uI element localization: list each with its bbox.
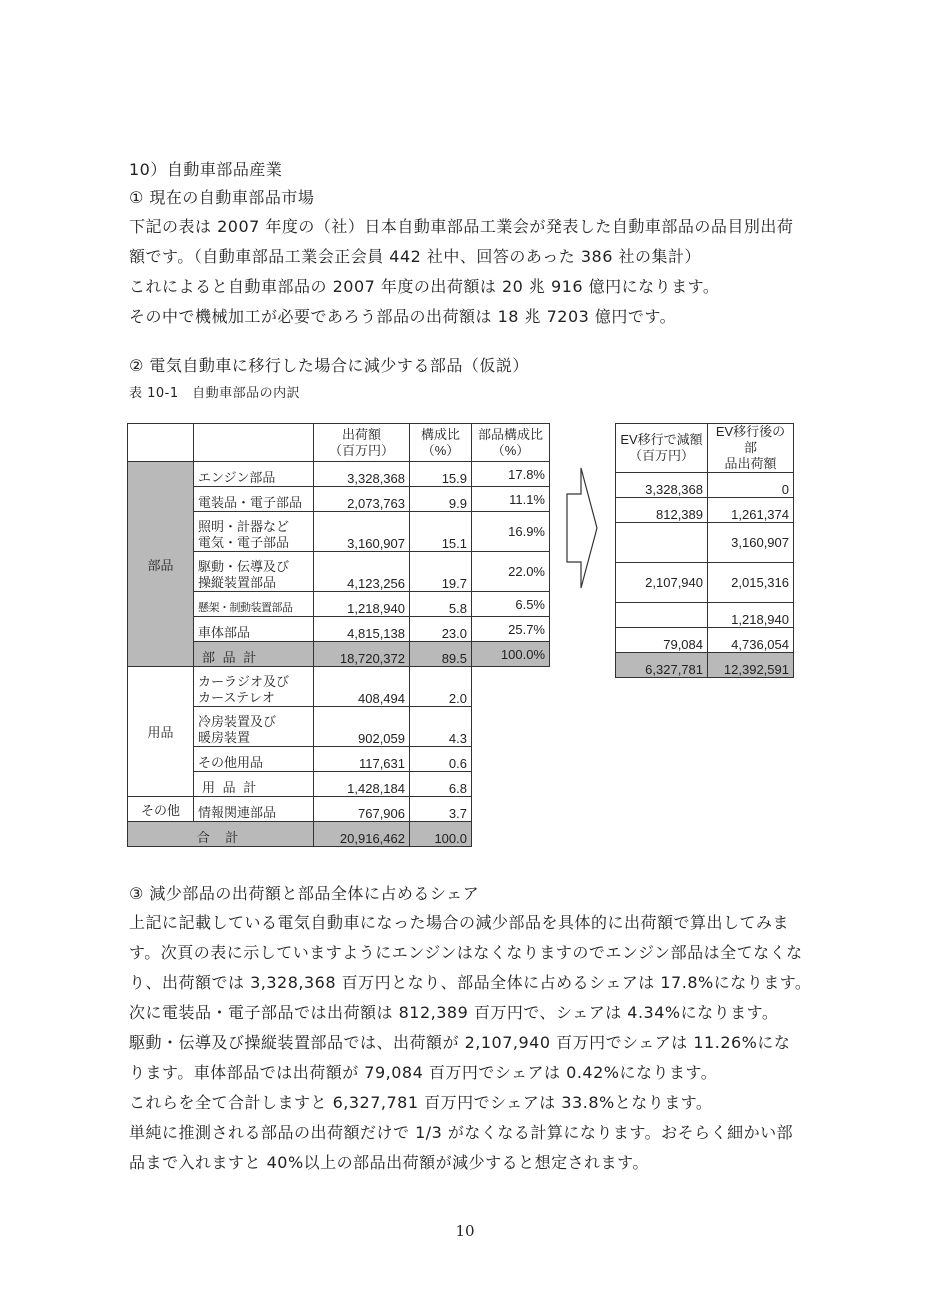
analysis-line: 品まで入れますと 40%以上の部品出荷額が減少すると想定されます。 — [129, 1153, 649, 1172]
analysis-line: 上記に記載している電気自動車になった場合の減少部品を具体的に出荷額で算出してみま — [129, 913, 790, 932]
group-parts: 部品 — [128, 462, 194, 667]
table-cell: 0.6 — [410, 747, 472, 772]
table-cell: 4,736,054 — [708, 628, 794, 653]
header-blank — [128, 424, 194, 462]
table-cell: エンジン部品 — [194, 462, 314, 487]
header-reduction: EV移行で減額 （百万円） — [616, 424, 708, 473]
table-cell: 4.3 — [410, 707, 472, 747]
intro-paragraph — [129, 212, 819, 332]
table-cell: 1,218,940 — [708, 603, 794, 628]
table-cell: 照明・計器など 電気・電子部品 — [194, 512, 314, 552]
table-cell: 3.7 — [410, 797, 472, 822]
table-row — [616, 603, 794, 628]
table-cell: 3,160,907 — [708, 523, 794, 563]
table-cell: 25.7% — [472, 617, 550, 642]
table-cell: 2.0 — [410, 667, 472, 707]
table-cell: 15.9 — [410, 462, 472, 487]
table-cell: 4,123,256 — [314, 552, 410, 592]
table-cell: 情報関連部品 — [194, 797, 314, 822]
table-cell: 冷房装置及び 暖房装置 — [194, 707, 314, 747]
grand-total-row — [128, 822, 550, 847]
table-cell: 車体部品 — [194, 617, 314, 642]
table-cell: 812,389 — [616, 498, 708, 523]
page-number: 10 — [455, 1222, 475, 1240]
table-cell: 6,327,781 — [616, 653, 708, 678]
table-row — [616, 498, 794, 523]
analysis-line: 次に電装品・電子部品では出荷額は 812,389 百万円で、シェアは 4.34%になります。 — [129, 1003, 779, 1022]
table-cell: 1,428,184 — [314, 772, 410, 797]
table-cell: 12,392,591 — [708, 653, 794, 678]
table-cell: 79,084 — [616, 628, 708, 653]
table-cell: 用 品 計 — [194, 772, 314, 797]
table-row — [616, 523, 794, 563]
section-title: 10）自動車部品産業 — [129, 160, 283, 179]
table-cell: 2,015,316 — [708, 563, 794, 603]
table-cell: 2,107,940 — [616, 563, 708, 603]
table-cell: 2,073,763 — [314, 487, 410, 512]
table-cell: 1,218,940 — [314, 592, 410, 617]
table-cell: 合 計 — [128, 822, 314, 847]
table-cell: 100.0% — [472, 642, 550, 667]
table-cell: その他用品 — [194, 747, 314, 772]
table-cell: 駆動・伝導及び 操縦装置部品 — [194, 552, 314, 592]
table-cell: 23.0 — [410, 617, 472, 642]
table-cell: カーラジオ及び カーステレオ — [194, 667, 314, 707]
right-arrow-icon — [565, 466, 599, 592]
table-cell: 19.7 — [410, 552, 472, 592]
table-cell: 18,720,372 — [314, 642, 410, 667]
table-cell: 117,631 — [314, 747, 410, 772]
table-cell: 89.5 — [410, 642, 472, 667]
group-other: その他 — [128, 797, 194, 822]
table-cell: 5.8 — [410, 592, 472, 617]
table-cell: 15.1 — [410, 512, 472, 552]
table-cell: 部 品 計 — [194, 642, 314, 667]
intro-line: 額です。（自動車部品工業会正会員 442 社中、回答のあった 386 社の集計） — [129, 247, 701, 266]
table-caption: 表 10-1 自動車部品の内訳 — [129, 386, 301, 401]
table-cell — [616, 523, 708, 563]
table-row — [616, 628, 794, 653]
table-row — [128, 462, 550, 487]
analysis-line: 駆動・伝導及び操縦装置部品では、出荷額が 2,107,940 百万円でシェアは 11.26%にな — [129, 1033, 791, 1052]
table-cell: 16.9% — [472, 512, 550, 552]
table-row — [128, 667, 550, 707]
header-ratio: 構成比 （%） — [410, 424, 472, 462]
table-cell: 3,160,907 — [314, 512, 410, 552]
header-parts-ratio: 部品構成比 （%） — [472, 424, 550, 462]
table-cell: 6.5% — [472, 592, 550, 617]
analysis-line: 単純に推測される部品の出荷額だけで 1/3 がなくなる計算になります。おそらく細かい部 — [129, 1123, 794, 1142]
table-cell — [616, 603, 708, 628]
table-row — [616, 473, 794, 498]
table-cell: 767,906 — [314, 797, 410, 822]
table-cell: 1,261,374 — [708, 498, 794, 523]
table-cell: 408,494 — [314, 667, 410, 707]
intro-line: 下記の表は 2007 年度の（社）日本自動車部品工業会が発表した自動車部品の品目別出荷 — [129, 217, 794, 236]
subsection-3-title: ③ 減少部品の出荷額と部品全体に占めるシェア — [129, 884, 480, 903]
table-cell: 17.8% — [472, 462, 550, 487]
table-cell: 100.0 — [410, 822, 472, 847]
ev-reduction-table — [615, 423, 794, 678]
table-cell: 電装品・電子部品 — [194, 487, 314, 512]
analysis-line: ります。車体部品では出荷額が 79,084 百万円でシェアは 0.42%になります。 — [129, 1063, 718, 1082]
parts-breakdown-table — [127, 423, 550, 847]
table-cell: 9.9 — [410, 487, 472, 512]
ev-total-row — [616, 653, 794, 678]
analysis-line: り、出荷額では 3,328,368 百万円となり、部品全体に占めるシェアは 17.8%になります。 — [129, 973, 812, 992]
table-cell: 3,328,368 — [616, 473, 708, 498]
table-cell: 20,916,462 — [314, 822, 410, 847]
table-cell: 6.8 — [410, 772, 472, 797]
header-blank — [194, 424, 314, 462]
group-goods: 用品 — [128, 667, 194, 797]
table-cell: 902,059 — [314, 707, 410, 747]
table-cell: 3,328,368 — [314, 462, 410, 487]
analysis-line: す。次頁の表に示していますようにエンジンはなくなりますのでエンジン部品は全てなくな — [129, 943, 803, 962]
intro-line: これによると自動車部品の 2007 年度の出荷額は 20 兆 916 億円になります。 — [129, 277, 720, 296]
table-cell: 懸架・制動装置部品 — [194, 592, 314, 617]
subsection-1-title: ① 現在の自動車部品市場 — [129, 188, 315, 207]
intro-line: その中で機械加工が必要であろう部品の出荷額は 18 兆 7203 億円です。 — [129, 307, 677, 326]
analysis-line: これらを全て合計しますと 6,327,781 百万円でシェアは 33.8%となります。 — [129, 1093, 713, 1112]
table-cell: 4,815,138 — [314, 617, 410, 642]
header-after: EV移行後の部 品出荷額 — [708, 424, 794, 473]
header-shipment: 出荷額 （百万円） — [314, 424, 410, 462]
table-cell: 0 — [708, 473, 794, 498]
table-cell: 11.1% — [472, 487, 550, 512]
analysis-paragraph — [129, 908, 819, 1178]
table-cell: 22.0% — [472, 552, 550, 592]
table-row — [616, 563, 794, 603]
subsection-2-title: ② 電気自動車に移行した場合に減少する部品（仮説） — [129, 356, 529, 375]
table-row — [128, 797, 550, 822]
